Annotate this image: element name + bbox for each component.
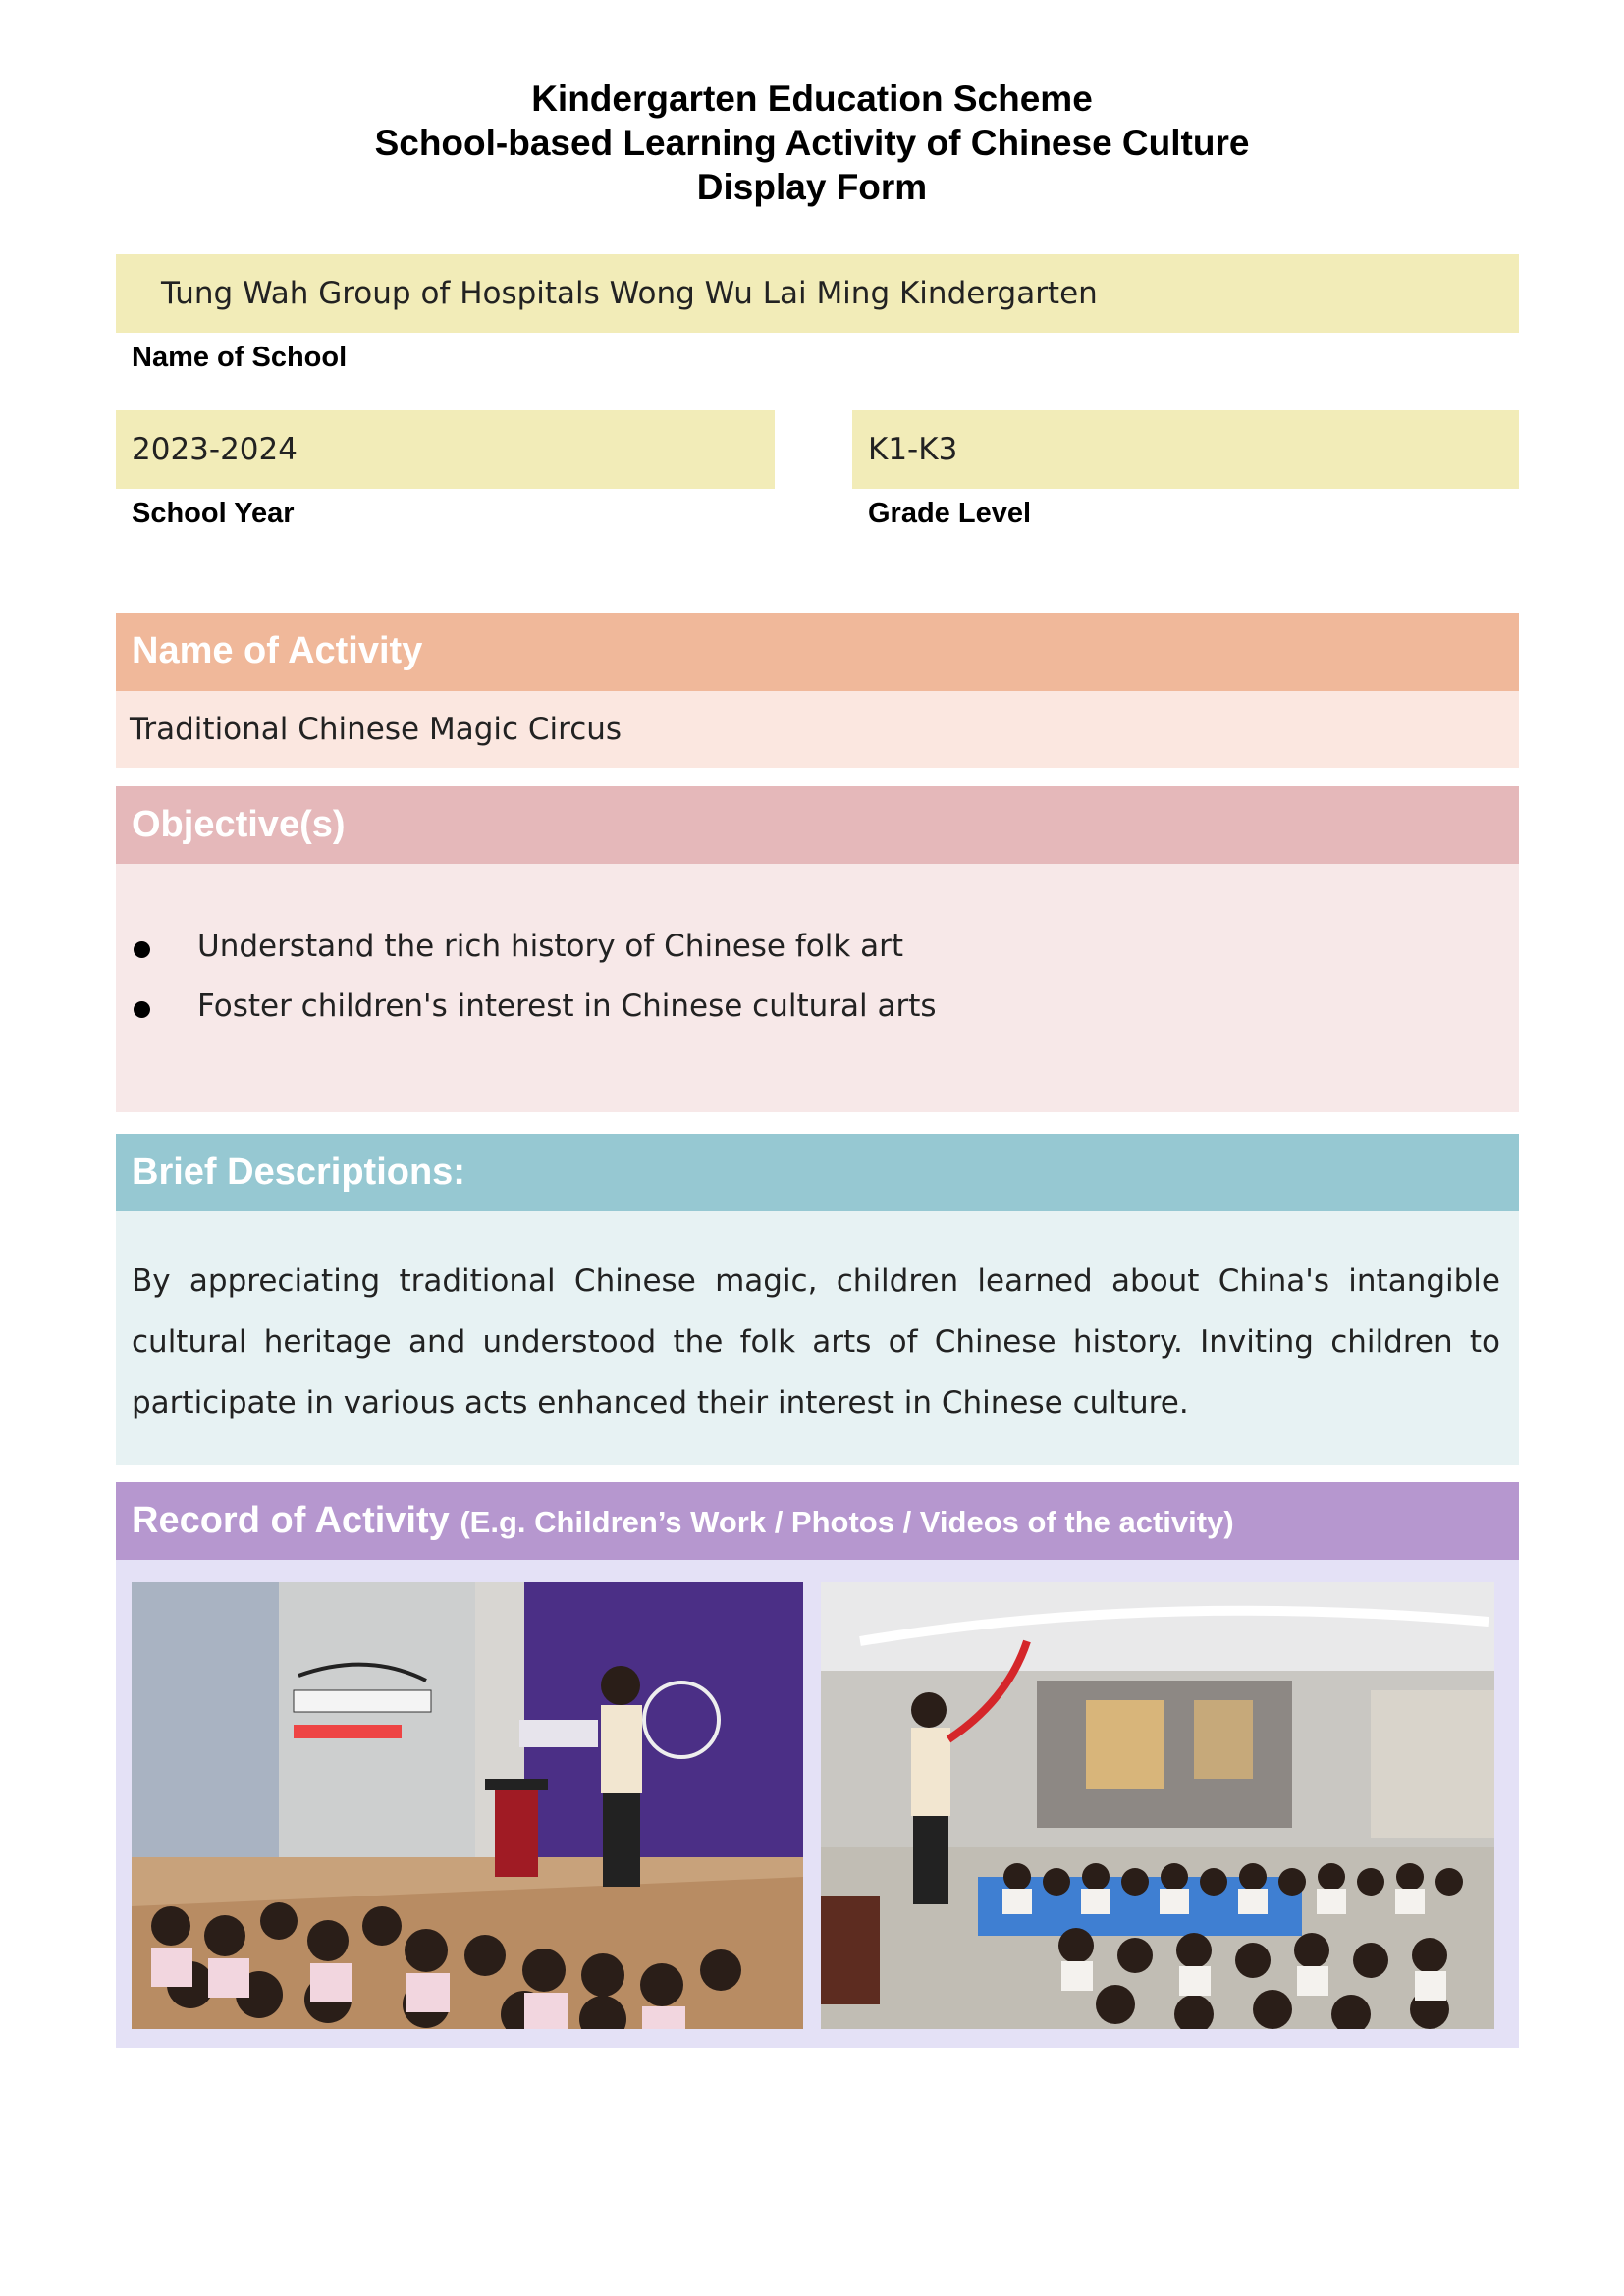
record-heading-hint: (E.g. Children’s Work / Photos / Videos of the activity) [460,1505,1234,1539]
objectives-heading: Objective(s) [132,804,346,845]
activity-photo-1-image [132,1582,803,2029]
title-line-3: Display Form [696,167,928,207]
page-title [0,77,1624,209]
bullet-icon [134,941,150,958]
objective-item: Foster children's interest in Chinese cultural arts [197,988,937,1024]
record-header [116,1482,1519,1560]
activity-photo-2 [821,1582,1494,2029]
school-year-field [116,410,775,489]
grade-level-label: Grade Level [868,498,1032,529]
objective-item: Understand the rich history of Chinese folk art [197,929,904,964]
activity-heading: Name of Activity [132,630,423,671]
activity-body [116,691,1519,768]
school-name-field [116,254,1519,333]
activity-header [116,613,1519,691]
school-name-value: Tung Wah Group of Hospitals Wong Wu Lai Ming Kindergarten [161,276,1098,311]
grade-level-field [852,410,1519,489]
activity-photo-1 [132,1582,803,2029]
description-body [116,1211,1519,1465]
activity-name: Traditional Chinese Magic Circus [130,712,623,747]
school-name-label: Name of School [132,342,348,373]
school-year-label: School Year [132,498,295,529]
school-year-value: 2023-2024 [132,432,298,467]
record-heading-title: Record of Activity [132,1500,450,1541]
title-line-1: Kindergarten Education Scheme [531,79,1093,119]
description-header [116,1134,1519,1211]
title-line-2: School-based Learning Activity of Chinese Culture [374,123,1250,163]
objectives-header [116,786,1519,864]
description-text: By appreciating traditional Chinese magic, children learned about China's intangible cultural heritage and understood the folk arts of Chinese history. Inviting children to participate in various acts enhanced their interest in Chinese culture. [132,1263,1500,1420]
bullet-icon [134,1001,150,1018]
objectives-body [116,864,1519,1112]
record-heading [132,1482,1234,1561]
grade-level-value: K1-K3 [868,432,958,467]
description-heading: Brief Descriptions: [132,1151,465,1193]
activity-photo-2-image [821,1582,1494,2029]
